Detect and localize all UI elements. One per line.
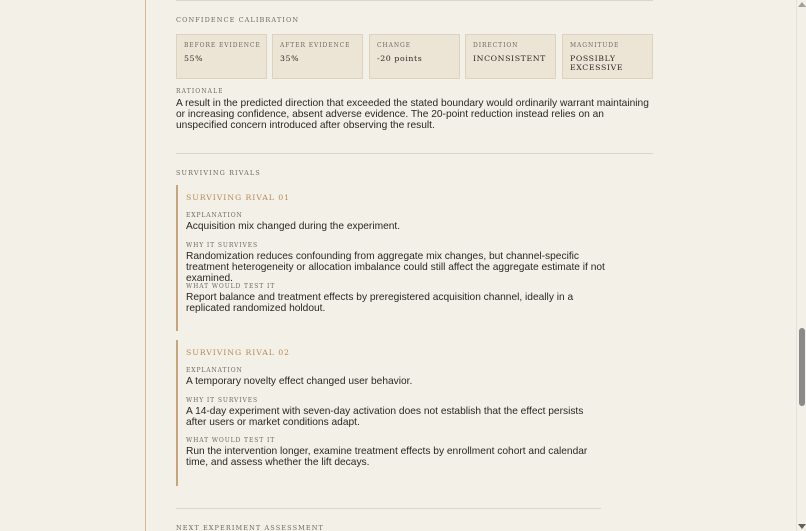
test-text: Run the intervention longer, examine treatment effects by enrollment cohort and calendar time, and assess whether the lift decays. bbox=[186, 446, 588, 468]
rival-title: SURVIVING RIVAL 02 bbox=[186, 348, 290, 357]
scroll-up-arrow-icon[interactable] bbox=[798, 2, 806, 7]
vertical-scrollbar[interactable] bbox=[796, 0, 806, 531]
why-text: Randomization reduces confounding from aggregate mix changes, but channel-specific treatment heterogeneity or allocation imbalance could still affect the aggregate estimate if not examined. bbox=[186, 251, 605, 284]
calibration-cards bbox=[176, 34, 653, 79]
rival-card-01 bbox=[176, 185, 606, 331]
scrollbar-thumb[interactable] bbox=[799, 328, 805, 406]
why-text: A 14-day experiment with seven-day activation does not establish that the effect persists after users or market conditions adapt. bbox=[186, 406, 584, 428]
explanation-text: Acquisition mix changed during the experiment. bbox=[186, 221, 401, 232]
magnitude-card bbox=[562, 34, 653, 79]
next-experiment-section-label: NEXT EXPERIMENT ASSESSMENT bbox=[176, 524, 324, 531]
rival-card-02 bbox=[176, 340, 606, 486]
card-label: CHANGE bbox=[377, 42, 411, 49]
why-label: WHY IT SURVIVES bbox=[186, 242, 259, 249]
scroll-down-arrow-icon[interactable] bbox=[798, 524, 806, 529]
change-card bbox=[369, 34, 460, 79]
card-value: 35% bbox=[280, 54, 300, 63]
left-margin-rule bbox=[145, 0, 146, 531]
rival-title: SURVIVING RIVAL 01 bbox=[186, 193, 290, 202]
rationale-label: RATIONALE bbox=[176, 88, 224, 95]
test-label: WHAT WOULD TEST IT bbox=[186, 437, 276, 444]
test-text: Report balance and treatment effects by preregistered acquisition channel, ideally in a replicated randomized holdout. bbox=[186, 292, 574, 314]
rivals-section-label: SURVIVING RIVALS bbox=[176, 169, 261, 177]
card-label: AFTER EVIDENCE bbox=[280, 42, 351, 49]
section-divider bbox=[176, 153, 653, 154]
test-label: WHAT WOULD TEST IT bbox=[186, 283, 276, 290]
after-evidence-card bbox=[272, 34, 363, 79]
card-value: 55% bbox=[184, 54, 204, 63]
explanation-label: EXPLANATION bbox=[186, 367, 243, 374]
why-label: WHY IT SURVIVES bbox=[186, 397, 259, 404]
explanation-text: A temporary novelty effect changed user behavior. bbox=[186, 376, 413, 387]
direction-card bbox=[465, 34, 556, 79]
card-value: INCONSISTENT bbox=[473, 54, 546, 63]
calibration-section-label: CONFIDENCE CALIBRATION bbox=[176, 16, 300, 24]
card-value: POSSIBLY EXCESSIVE bbox=[570, 54, 624, 72]
rationale-text: A result in the predicted direction that exceeded the stated boundary would ordinarily warrant maintaining or increasing confidence, absent adverse evidence. The 20-point reduction instead relies on an unspecified concern introduced after observing the result. bbox=[176, 98, 649, 131]
explanation-label: EXPLANATION bbox=[186, 212, 243, 219]
card-label: BEFORE EVIDENCE bbox=[184, 42, 261, 49]
section-divider bbox=[176, 508, 601, 509]
section-divider bbox=[176, 0, 653, 1]
card-value: -20 points bbox=[377, 54, 423, 63]
before-evidence-card bbox=[176, 34, 267, 79]
card-label: MAGNITUDE bbox=[570, 42, 620, 49]
card-label: DIRECTION bbox=[473, 42, 519, 49]
